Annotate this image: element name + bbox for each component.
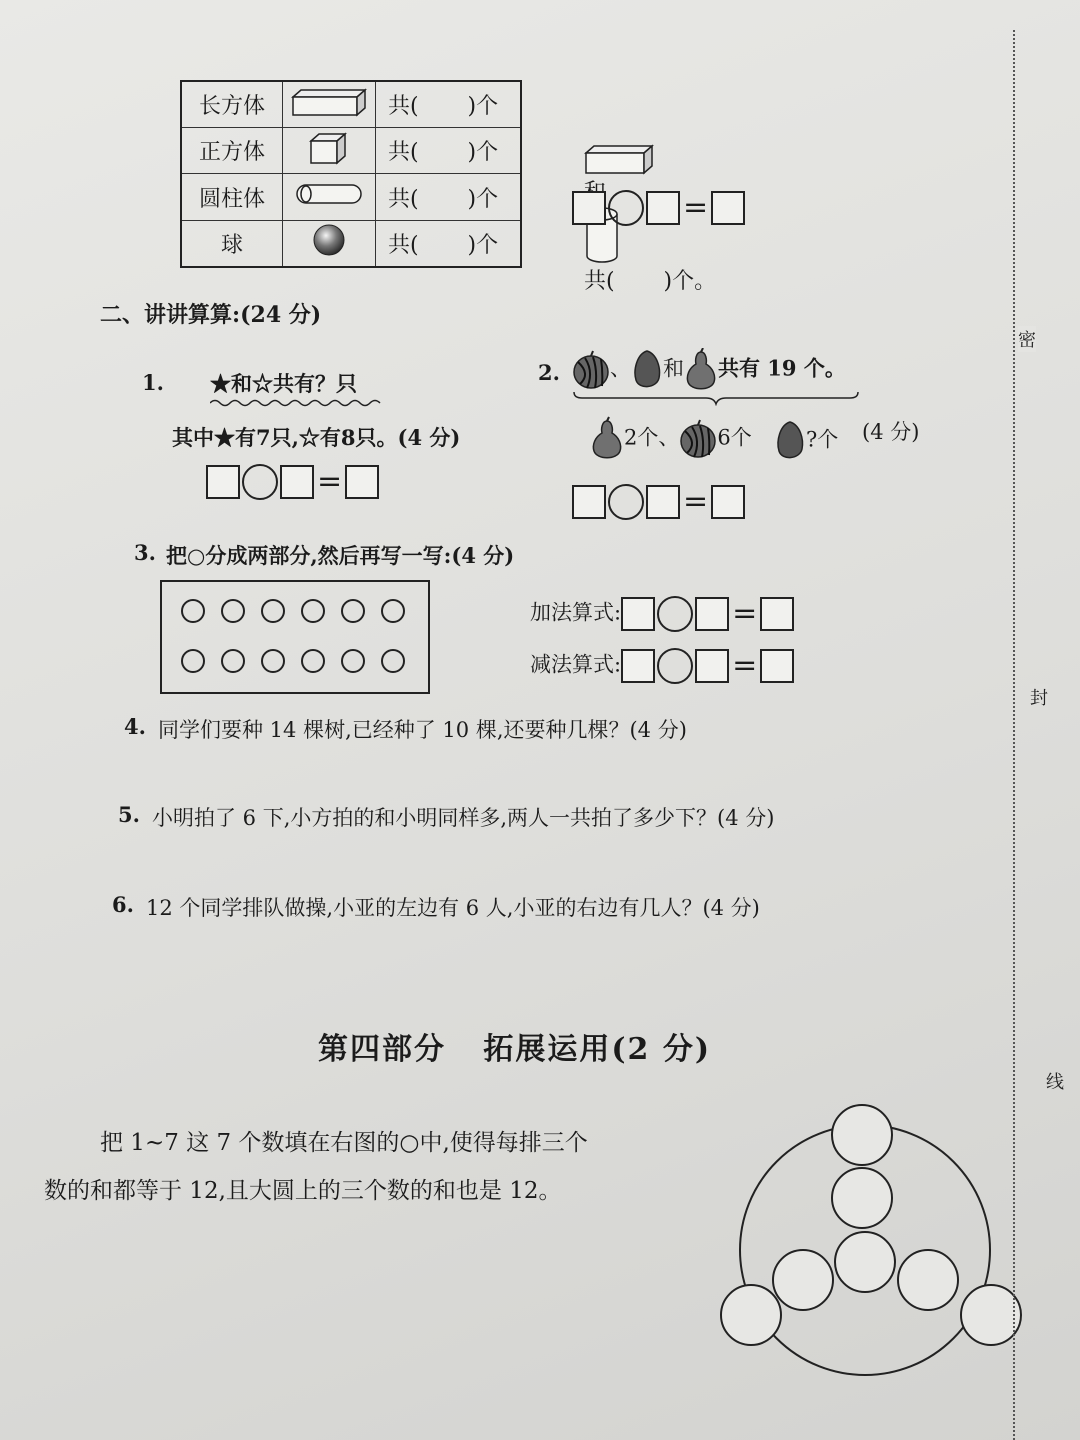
puzzle-circle[interactable] — [721, 1285, 781, 1345]
table-row — [181, 174, 521, 220]
shape-name: 正方体 — [181, 128, 283, 174]
cylinder-icon — [283, 174, 376, 220]
part4-line2: 数的和都等于 12,且大圆上的三个数的和也是 12。 — [44, 1178, 562, 1204]
answer-box[interactable] — [695, 649, 729, 683]
pear-icon — [590, 416, 624, 462]
answer-box[interactable] — [760, 649, 794, 683]
dot-box — [160, 580, 430, 694]
seal-word-xian: 线 — [1046, 1068, 1064, 1094]
cuboid-icon — [283, 81, 376, 128]
table-row — [181, 81, 521, 128]
q3-text: 把○分成两部分,然后再写一写:(4 分) — [166, 543, 515, 568]
mango-icon — [774, 418, 806, 464]
answer-box[interactable] — [572, 191, 606, 225]
count-blank[interactable]: 共( )个 — [376, 174, 522, 220]
q1-equation — [206, 464, 379, 500]
answer-box[interactable] — [646, 191, 680, 225]
combo-equation — [572, 190, 745, 226]
seal-line — [1013, 30, 1015, 1440]
answer-box[interactable] — [711, 191, 745, 225]
equals-sign: = — [732, 648, 758, 683]
puzzle-circle[interactable] — [832, 1105, 892, 1165]
q1-detail: 其中★有7只,☆有8只。(4 分) — [172, 425, 461, 450]
answer-box[interactable] — [621, 649, 655, 683]
shape-name: 长方体 — [181, 81, 283, 128]
answer-box[interactable] — [572, 485, 606, 519]
mango-count: ?个 — [806, 427, 839, 452]
part4-line1: 把 1~7 这 7 个数填在右图的○中,使得每排三个 — [100, 1130, 588, 1156]
table-row — [181, 128, 521, 174]
number-circle-puzzle — [715, 1100, 1027, 1400]
answer-box[interactable] — [280, 465, 314, 499]
answer-box[interactable] — [621, 597, 655, 631]
cube-icon — [283, 128, 376, 174]
small-circle — [181, 649, 205, 673]
q5-text: 小明拍了 6 下,小方拍的和小明同样多,两人一共拍了多少下？(4 分) — [152, 806, 775, 830]
operator-circle[interactable] — [608, 484, 644, 520]
small-circle — [341, 649, 365, 673]
answer-box[interactable] — [760, 597, 794, 631]
equals-sign: = — [683, 484, 709, 519]
shape-name: 球 — [181, 220, 283, 267]
table-row — [181, 220, 521, 267]
mango-icon — [631, 348, 663, 392]
addition-row — [530, 596, 794, 632]
addition-label: 加法算式: — [530, 600, 622, 625]
pear-count: 2个、 — [624, 425, 680, 450]
subtraction-label: 减法算式: — [530, 652, 622, 677]
q2-score: (4 分) — [862, 420, 920, 444]
small-circle — [181, 599, 205, 623]
question-number: 6. — [112, 892, 134, 917]
shapes-count-table — [180, 80, 522, 268]
equals-sign: = — [317, 464, 343, 499]
q1-question — [210, 368, 382, 408]
question-number: 1. — [142, 370, 164, 395]
watermelon-icon — [679, 419, 717, 459]
small-circle — [301, 599, 325, 623]
small-circle — [301, 649, 325, 673]
puzzle-circle[interactable] — [832, 1168, 892, 1228]
q1-question-text: ★和☆共有？只 — [210, 371, 357, 396]
puzzle-circle[interactable] — [961, 1285, 1021, 1345]
question-number: 2. — [538, 360, 560, 385]
q2-mango-part — [774, 418, 838, 464]
q2-question — [572, 348, 846, 392]
question-number: 4. — [124, 714, 146, 739]
seal-word-feng: 封 — [1030, 684, 1048, 710]
answer-box[interactable] — [345, 465, 379, 499]
seal-word-mi: 密 — [1018, 326, 1036, 352]
q2-equation — [572, 484, 745, 520]
q2-detail — [590, 416, 752, 462]
small-circle — [381, 599, 405, 623]
answer-box[interactable] — [206, 465, 240, 499]
equals-sign: = — [683, 190, 709, 225]
count-blank[interactable]: 共( )个 — [376, 81, 522, 128]
q2-total: 共有 19 个。 — [718, 355, 846, 381]
small-circle — [261, 599, 285, 623]
section-title: 二、讲讲算算:(24 分) — [100, 302, 322, 328]
operator-circle[interactable] — [657, 596, 693, 632]
puzzle-circle[interactable] — [835, 1232, 895, 1292]
count-blank[interactable]: 共( )个 — [376, 220, 522, 267]
q6-text: 12 个同学排队做操,小亚的左边有 6 人,小亚的右边有几人？(4 分) — [146, 896, 760, 920]
puzzle-circle[interactable] — [773, 1250, 833, 1310]
small-circle — [261, 649, 285, 673]
sphere-icon — [283, 220, 376, 267]
pear-icon — [684, 348, 718, 392]
cuboid-icon — [584, 143, 654, 175]
part-title: 第四部分 拓展运用(2 分) — [318, 1032, 712, 1067]
puzzle-circle[interactable] — [898, 1250, 958, 1310]
watermelon-count: 6个 — [717, 425, 752, 450]
q4-text: 同学们要种 14 棵树,已经种了 10 棵,还要种几棵？(4 分) — [158, 718, 687, 742]
small-circle — [341, 599, 365, 623]
small-circle — [381, 649, 405, 673]
separator: 、 — [610, 356, 631, 381]
and-label: 和 — [663, 356, 684, 381]
watermelon-icon — [572, 350, 610, 390]
wave-underline — [210, 398, 382, 408]
answer-box[interactable] — [695, 597, 729, 631]
operator-circle[interactable] — [242, 464, 278, 500]
small-circle — [221, 599, 245, 623]
small-circle — [221, 649, 245, 673]
brace-underline — [572, 390, 860, 406]
subtraction-row — [530, 648, 794, 684]
operator-circle[interactable] — [657, 648, 693, 684]
shape-name: 圆柱体 — [181, 174, 283, 220]
equals-sign: = — [732, 596, 758, 631]
question-number: 5. — [118, 802, 140, 827]
answer-box[interactable] — [711, 485, 745, 519]
count-blank[interactable]: 共( )个 — [376, 128, 522, 174]
answer-box[interactable] — [646, 485, 680, 519]
question-number: 3. — [134, 540, 156, 565]
combo-total-blank[interactable]: 共( )个。 — [584, 269, 717, 294]
operator-circle[interactable] — [608, 190, 644, 226]
